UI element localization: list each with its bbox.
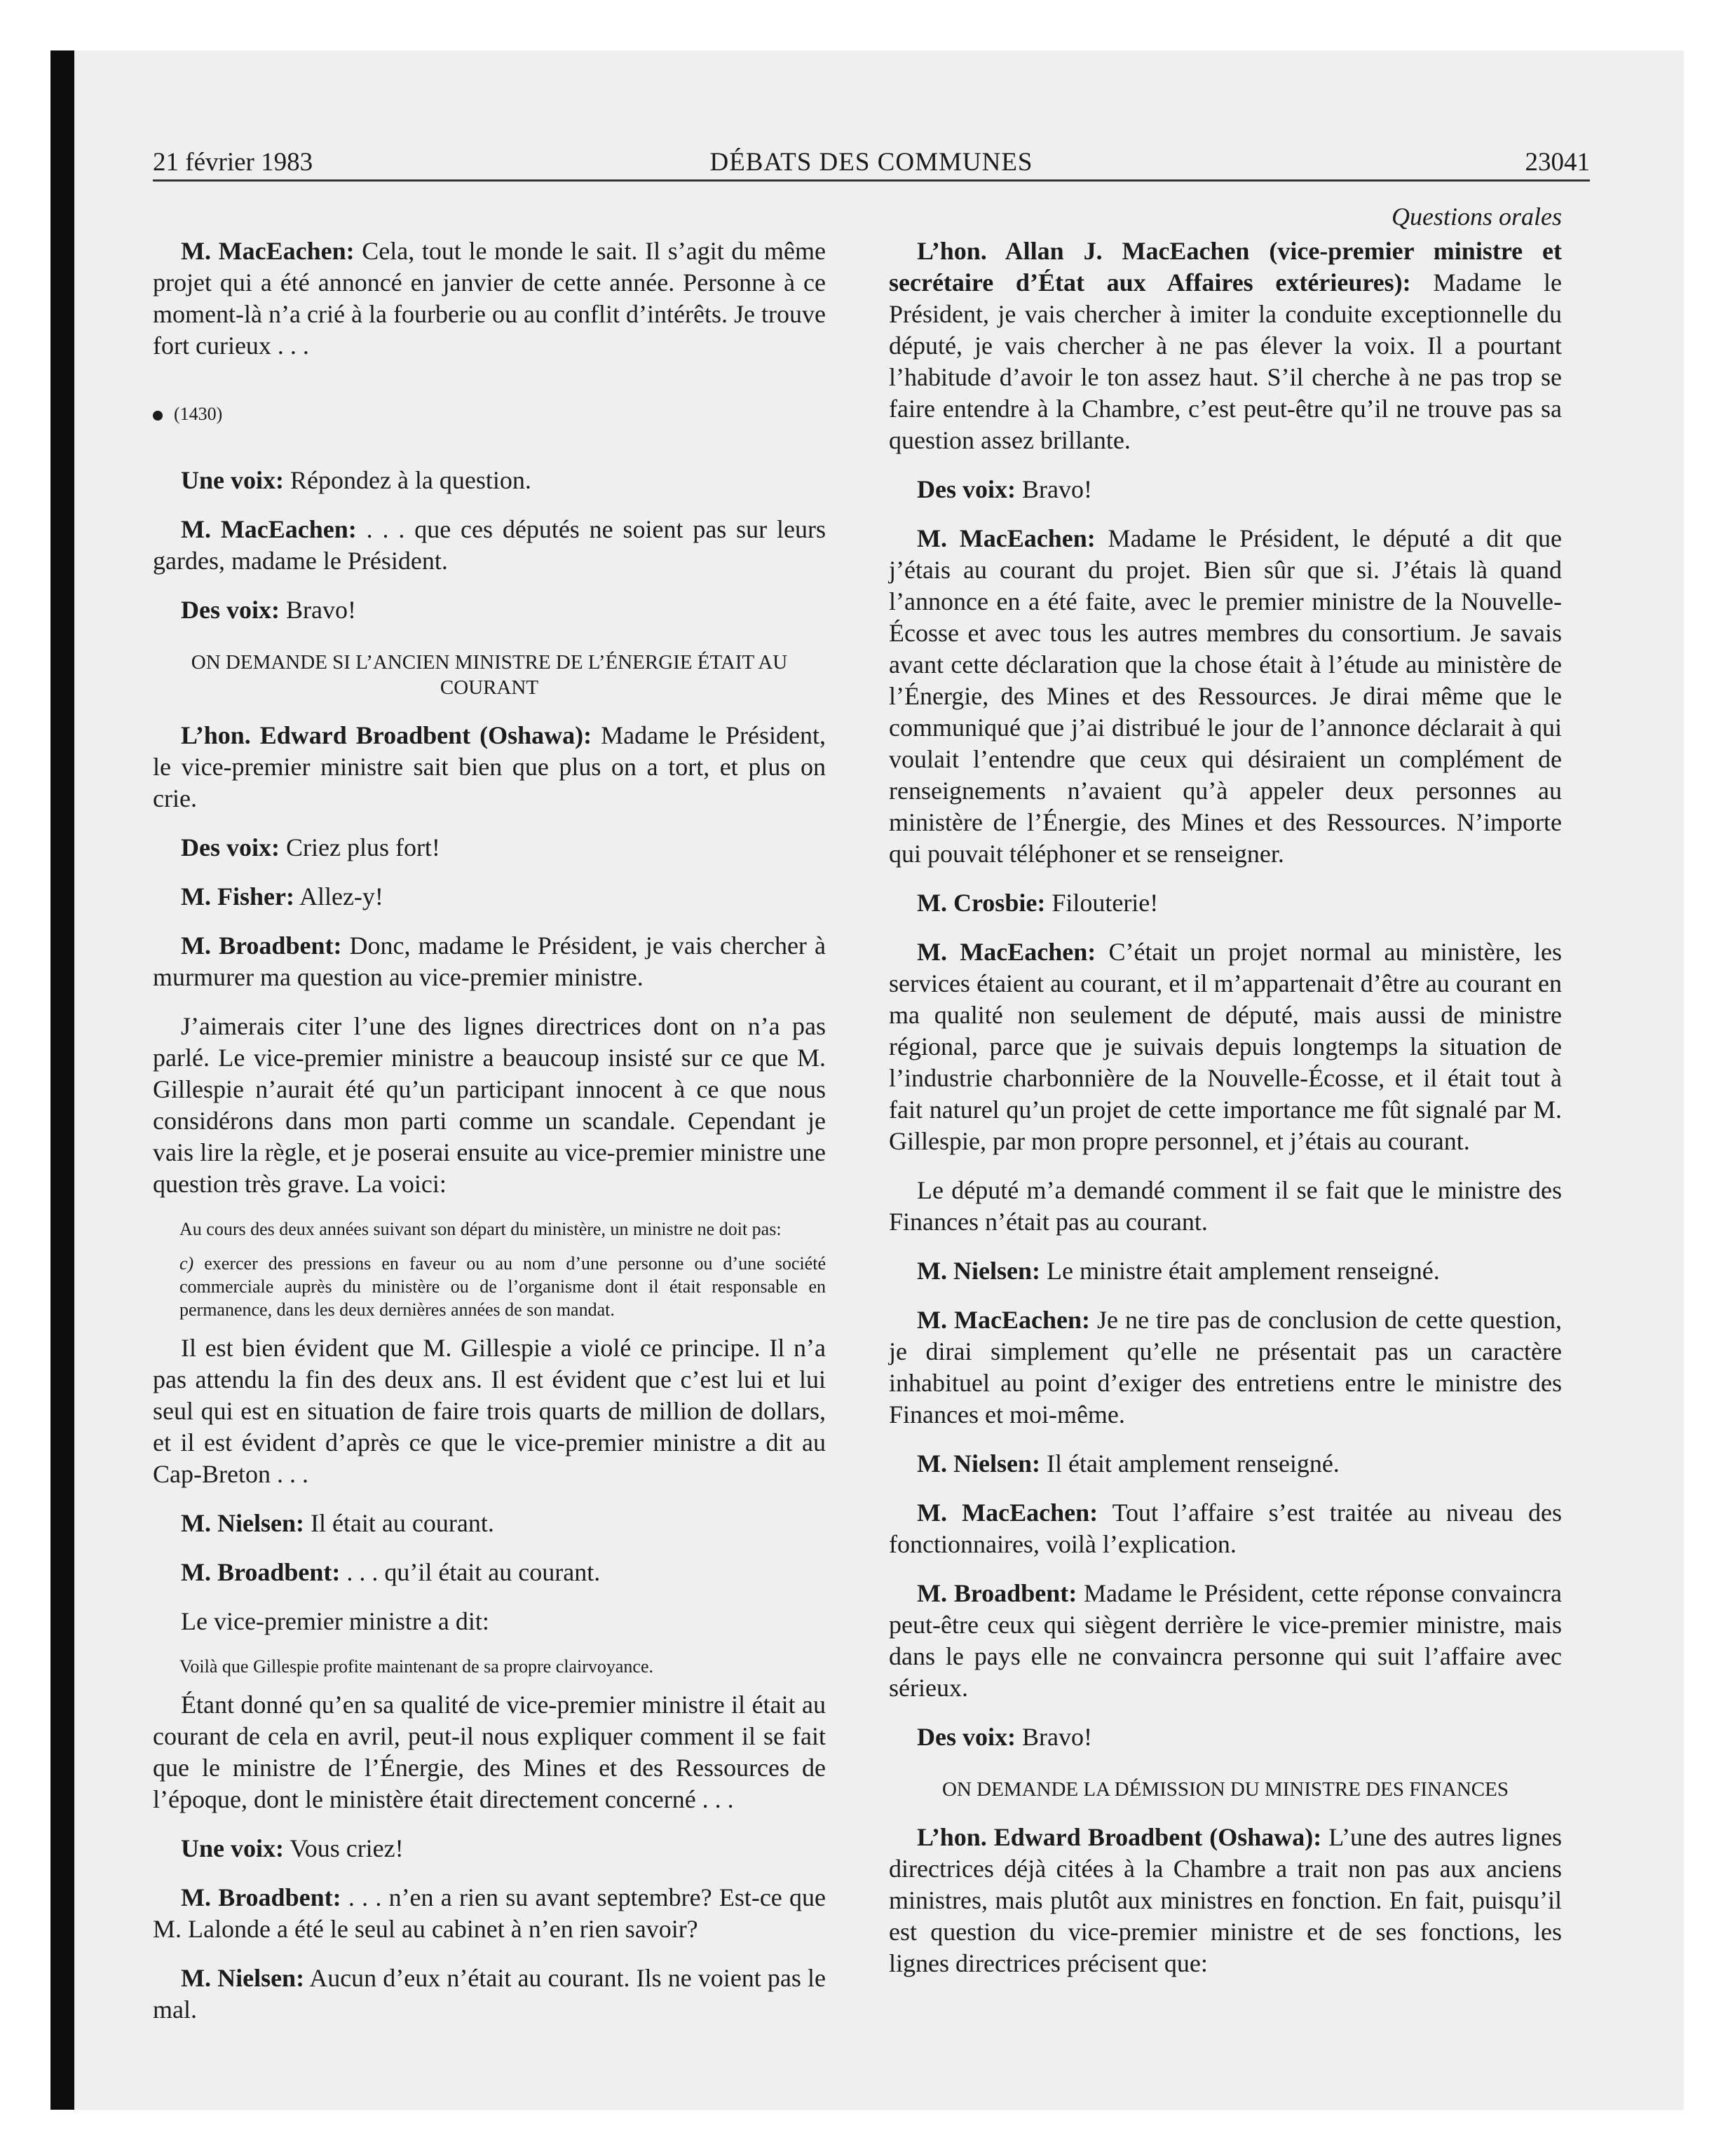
speech-text: Le ministre était amplement renseigné. <box>1040 1257 1440 1285</box>
body-paragraph: Le vice-premier ministre a dit: <box>181 1607 489 1635</box>
speech-text: . . . qu’il était au courant. <box>340 1558 601 1586</box>
speaker-name: M. MacEachen: <box>917 524 1096 552</box>
quoted-rule <box>153 1217 826 1241</box>
body-paragraph: Il est bien évident que M. Gillespie a violé ce principe. Il n’a pas attendu la fin des deux ans. Il est évident que c’est lui et lui seul qui est en situation de faire trois quarts de million de dollars, et il est évident d’après ce que le vice-premier ministre a dit au Cap-Breton . . . <box>153 1334 826 1488</box>
body-paragraph: J’aimerais citer l’une des lignes directrices dont on n’a pas parlé. Le vice-premier ministre a beaucoup insisté sur ce que M. Gillespie n’aurait été qu’un participant innocent à ce que nous considérons dans mon parti comme un scandale. Cependant je vais lire la règle, et je poserai ensuite au vice-premier ministre une question très grave. La voici: <box>153 1012 826 1198</box>
speaker-name: Une voix: <box>181 466 284 494</box>
publication-title: DÉBATS DES COMMUNES <box>709 148 1033 177</box>
speech-text: Madame le Président, le vice-premier ministre sait bien que plus on a tort, et plus on crie. <box>153 721 826 812</box>
speech-text: Aucun d’eux n’était au courant. Ils ne voient pas le mal. <box>153 1964 826 2024</box>
speech-paragraph <box>889 936 1562 1157</box>
speech-paragraph <box>889 474 1562 505</box>
quote-text: Au cours des deux années suivant son départ du ministère, un ministre ne doit pas: <box>179 1219 782 1239</box>
right-column <box>889 198 1562 1997</box>
speech-text: C’était un projet normal au ministère, les services étaient au courant, et il m’appartenait d’être au courant en ma qualité non seulement de député, mais aussi de ministre régional, parce que je suivais depuis longtemps la situation de l’industrie charbonnière de la Nouvelle-Écosse, et il était tout à fait naturel qu’un projet de cette importance me fût signalé par M. Gillespie, par mon propre personnel, et j’étais au courant. <box>889 938 1562 1155</box>
speech-text: Cela, tout le monde le sait. Il s’agit du même projet qui a été annoncé en janvier de cette année. Personne à ce moment-là n’a crié à la fourberie ou au conflit d’intérêts. Je trouve fort curieux . . . <box>153 237 826 360</box>
quoted-rule <box>153 1655 826 1678</box>
speaker-name: M. Crosbie: <box>917 889 1046 917</box>
speaker-name: M. Broadbent: <box>181 1558 341 1586</box>
speech-paragraph <box>889 523 1562 870</box>
speech-paragraph <box>153 720 826 814</box>
speech-paragraph <box>153 465 826 496</box>
speech-paragraph <box>153 514 826 577</box>
speech-text: . . . que ces députés ne soient pas sur leurs gardes, madame le Président. <box>153 515 826 575</box>
speech-paragraph <box>153 930 826 993</box>
speech-text: Je ne tire pas de conclusion de cette question, je dirai simplement qu’elle ne présentait pas un caractère inhabituel au point d’exiger des entretiens entre le ministre des Finances et moi-même. <box>889 1306 1562 1428</box>
speaker-name: M. Nielsen: <box>181 1964 305 1992</box>
speech-text: Bravo! <box>279 596 356 624</box>
speech-paragraph <box>889 1578 1562 1704</box>
bullet-icon <box>153 411 163 421</box>
speaker-name: M. MacEachen: <box>181 237 355 265</box>
quoted-rule <box>153 1252 826 1321</box>
speech-text: . . . n’en a rien su avant septembre? Est-ce que M. Lalonde a été le seul au cabinet à n’en rien savoir? <box>153 1883 826 1943</box>
speech-paragraph <box>153 1508 826 1539</box>
speech-paragraph <box>153 832 826 864</box>
speaker-name: M. Nielsen: <box>917 1257 1040 1285</box>
speaker-name: L’hon. Edward Broadbent (Oshawa): <box>181 721 592 749</box>
speech-paragraph <box>889 1497 1562 1560</box>
page-number: 23041 <box>1525 148 1590 177</box>
speech-paragraph <box>889 1721 1562 1753</box>
speaker-name: L’hon. Allan J. MacEachen (vice-premier ministre et secrétaire d’État aux Affaires extérieures): <box>889 237 1562 296</box>
speech-paragraph <box>153 594 826 626</box>
speaker-name: M. Nielsen: <box>917 1449 1040 1478</box>
speaker-name: Des voix: <box>917 1723 1016 1751</box>
speech-text: Il était amplement renseigné. <box>1040 1449 1340 1478</box>
speaker-name: M. Broadbent: <box>181 1883 341 1911</box>
speech-text: Répondez à la question. <box>284 466 531 494</box>
speaker-name: M. Broadbent: <box>181 932 342 960</box>
speech-paragraph <box>153 1963 826 2026</box>
speech-text: Criez plus fort! <box>279 833 440 861</box>
speech-paragraph <box>889 1822 1562 1979</box>
speaker-name: M. Nielsen: <box>181 1509 304 1537</box>
quote-text: exercer des pressions en faveur ou au nom d’une personne ou d’une société commerciale auprès du ministère ou de l’organisme dont il était responsable en permanence, dans les deux dernières années de son mandat. <box>179 1253 826 1320</box>
speaker-name: M. MacEachen: <box>917 938 1096 966</box>
section-heading: ON DEMANDE SI L’ANCIEN MINISTRE DE L’ÉNERGIE ÉTAIT AU COURANT <box>191 651 788 699</box>
column-top-spacer <box>153 198 826 236</box>
speech-paragraph <box>153 1882 826 1945</box>
speaker-name: M. MacEachen: <box>917 1499 1098 1527</box>
quote-text: Voilà que Gillespie profite maintenant de sa propre clairvoyance. <box>179 1656 653 1677</box>
speaker-name: M. MacEachen: <box>181 515 357 543</box>
running-head <box>153 147 1590 188</box>
speech-text: Vous criez! <box>284 1834 404 1862</box>
speech-text: Bravo! <box>1015 1723 1092 1751</box>
speech-text: Tout l’affaire s’est traitée au niveau des fonctionnaires, voilà l’explication. <box>889 1499 1562 1558</box>
time-marker <box>153 398 826 430</box>
speech-paragraph <box>889 887 1562 919</box>
speech-text: L’une des autres lignes directrices déjà citées à la Chambre a trait non pas aux anciens ministres, mais plutôt aux ministres en fonction. En fait, puisqu’il est question du vice-premier ministre et de ses fonctions, les lignes directrices précisent que: <box>889 1823 1563 1977</box>
speech-text: Donc, madame le Président, je vais chercher à murmurer ma question au vice-premier ministre. <box>153 932 826 991</box>
body-paragraph: Le député m’a demandé comment il se fait que le ministre des Finances n’était pas au courant. <box>889 1176 1562 1236</box>
speech-paragraph <box>889 236 1562 456</box>
speaker-name: Des voix: <box>917 475 1016 503</box>
binding-edge <box>50 50 74 2110</box>
speaker-name: L’hon. Edward Broadbent (Oshawa): <box>917 1823 1322 1851</box>
speech-text: Madame le Président, cette réponse convaincra peut-être ceux qui siègent derrière le vice-premier ministre, mais dans le pays elle ne convaincra personne qui suit l’affaire avec sérieux. <box>889 1579 1562 1702</box>
speaker-name: M. Fisher: <box>181 882 294 910</box>
speaker-name: Une voix: <box>181 1834 284 1862</box>
time-stamp: (1430) <box>174 404 223 424</box>
speech-paragraph <box>153 236 826 362</box>
left-column <box>153 198 826 2043</box>
speaker-name: M. MacEachen: <box>917 1306 1090 1334</box>
speaker-name: Des voix: <box>181 596 280 624</box>
speech-paragraph <box>889 1304 1562 1431</box>
body-paragraph: Étant donné qu’en sa qualité de vice-premier ministre il était au courant de cela en avril, peut-il nous expliquer comment il se fait que le ministre de l’Énergie, des Mines et des Ressources de l’époque, dont le ministère était directement concerné . . . <box>153 1691 826 1813</box>
clause-letter: c) <box>179 1253 194 1274</box>
speech-text: Allez-y! <box>294 882 383 910</box>
speech-paragraph <box>153 881 826 913</box>
speech-text: Madame le Président, je vais chercher à imiter la conduite exceptionnelle du député, je vais chercher à ne pas élever la voix. Il a pourtant l’habitude d’avoir le ton assez haut. S’il cherche à ne pas trop se faire entendre à la Chambre, c’est peut-être qu’il ne trouve pas sa question assez brillante. <box>889 268 1563 454</box>
section-heading: ON DEMANDE LA DÉMISSION DU MINISTRE DES FINANCES <box>942 1778 1509 1801</box>
speaker-name: M. Broadbent: <box>917 1579 1077 1607</box>
speech-paragraph <box>889 1448 1562 1480</box>
speech-paragraph <box>153 1557 826 1588</box>
header-rule <box>153 179 1590 182</box>
issue-date: 21 février 1983 <box>153 148 313 177</box>
speech-text: Filouterie! <box>1045 889 1159 917</box>
speech-text: Il était au courant. <box>304 1509 494 1537</box>
speech-text: Madame le Président, le député a dit que j’étais au courant du projet. Bien sûr que si. J’étais là quand l’annonce en a été faite, avec le premier ministre de la Nouvelle-Écosse et avec tous les autres membres du consortium. Je savais avant cette déclaration que la chose était à l’étude au ministère de l’Énergie, des Mines et des Ressources. Je dirai même que le communiqué que j’ai distribué le jour de l’annonce déclarait à qui voulait l’entendre que ceux qui désiraient un complément de renseignements n’avaient qu’à appeler deux personnes au ministère de l’Énergie, des Mines et des Ressources. N’importe qui pouvait téléphoner et se renseigner. <box>889 524 1563 868</box>
section-label: Questions orales <box>1392 203 1562 231</box>
speech-paragraph <box>889 1255 1562 1287</box>
speech-text: Bravo! <box>1015 475 1092 503</box>
speaker-name: Des voix: <box>181 833 280 861</box>
speech-paragraph <box>153 1833 826 1864</box>
